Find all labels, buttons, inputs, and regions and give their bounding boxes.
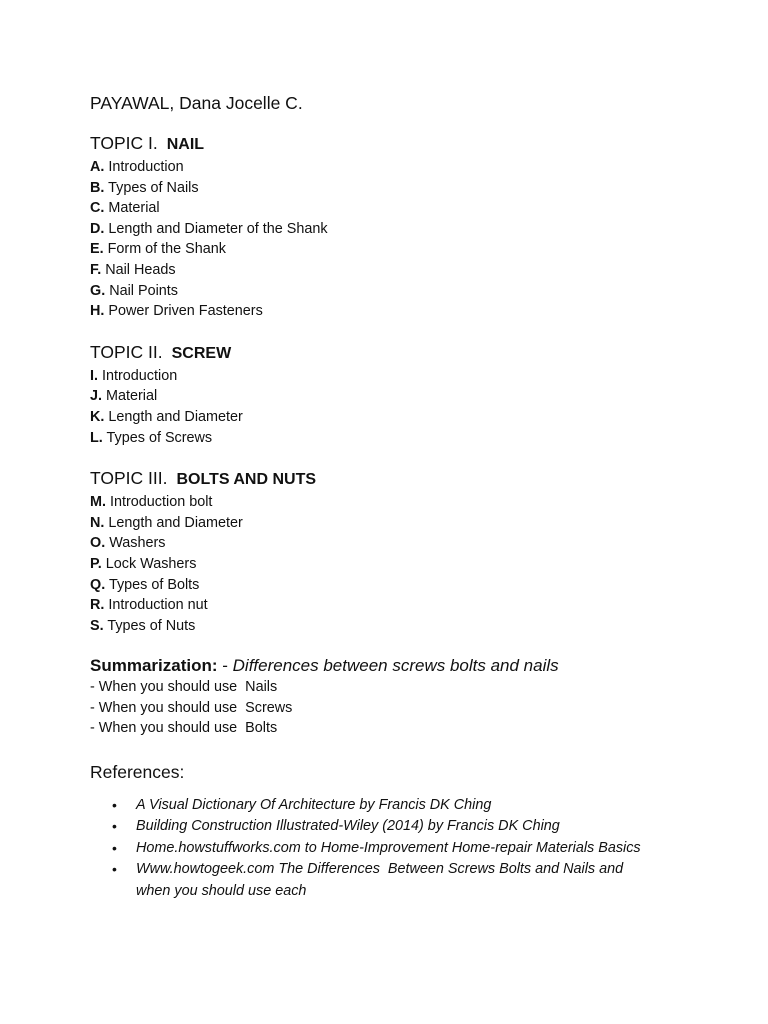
reference-text: Home.howstuffworks.com to Home-Improvement Home-repair Materials Basics xyxy=(136,839,641,856)
references-list xyxy=(90,795,710,902)
item-text: Power Driven Fasteners xyxy=(108,303,263,320)
list-item xyxy=(90,260,710,281)
item-letter: H. xyxy=(90,303,105,320)
list-item: - When you should use Nails xyxy=(90,679,278,696)
reference-item xyxy=(112,838,656,859)
item-letter: K. xyxy=(90,408,105,425)
list-item xyxy=(90,198,710,219)
item-text: Length and Diameter of the Shank xyxy=(108,220,328,237)
item-letter: G. xyxy=(90,282,106,299)
item-text: Lock Washers xyxy=(105,555,197,572)
topic-item-list xyxy=(90,157,710,322)
document-page xyxy=(90,92,710,902)
summarization-label: Summarization: xyxy=(90,656,218,676)
topic-title xyxy=(90,467,710,491)
summarization-list xyxy=(90,677,710,739)
topic-bolts-and-nuts xyxy=(90,467,710,636)
list-item xyxy=(90,157,710,178)
item-letter: B. xyxy=(90,179,105,196)
item-letter: P. xyxy=(90,555,102,572)
summarization-heading xyxy=(90,655,710,677)
list-item xyxy=(90,281,710,302)
item-text: Introduction xyxy=(102,367,178,384)
list-item xyxy=(90,366,710,387)
topic-title xyxy=(90,132,710,156)
item-letter: O. xyxy=(90,535,106,552)
item-text: Nail Heads xyxy=(105,261,176,278)
item-text: Form of the Shank xyxy=(107,241,226,258)
references-heading: References: xyxy=(90,762,185,783)
list-item xyxy=(90,428,710,449)
summarization-section xyxy=(90,655,710,739)
item-text: Types of Bolts xyxy=(108,576,200,593)
topic-name: NAIL xyxy=(166,136,205,153)
list-item xyxy=(90,575,710,596)
topic-prefix: TOPIC II. xyxy=(90,341,163,362)
topic-name: BOLTS AND NUTS xyxy=(176,471,317,489)
item-text: Types of Screws xyxy=(106,429,213,446)
item-letter: N. xyxy=(90,514,105,531)
item-letter: M. xyxy=(90,494,106,511)
item-text: Material xyxy=(106,388,158,405)
item-letter: C. xyxy=(90,200,105,217)
topic-item-list xyxy=(90,492,710,636)
item-letter: A. xyxy=(90,159,105,175)
list-item xyxy=(90,492,710,513)
item-letter: D. xyxy=(90,220,105,237)
reference-item xyxy=(112,795,656,816)
reference-item xyxy=(112,816,656,837)
item-letter: I. xyxy=(90,367,98,384)
item-letter: J. xyxy=(90,388,103,405)
bullet-icon: • xyxy=(112,818,117,835)
reference-text: A Visual Dictionary Of Architecture by Francis DK Ching xyxy=(136,797,492,814)
item-letter: Q. xyxy=(90,576,106,593)
item-text: Introduction nut xyxy=(108,597,208,614)
bullet-icon: • xyxy=(112,861,117,878)
topic-name: SCREW xyxy=(171,344,232,362)
list-item: - When you should use Screws xyxy=(90,699,293,716)
list-item xyxy=(90,407,710,428)
topic-title xyxy=(90,341,710,365)
item-text: Washers xyxy=(109,535,166,552)
summarization-dash: - xyxy=(217,656,233,676)
reference-text: Building Construction Illustrated-Wiley (2014) by Francis DK Ching xyxy=(136,818,560,835)
list-item xyxy=(90,513,710,534)
list-item xyxy=(90,219,710,240)
topic-prefix: TOPIC I. xyxy=(90,133,158,153)
bullet-icon: • xyxy=(112,839,117,856)
item-text: Introduction xyxy=(108,159,184,175)
list-item xyxy=(90,178,710,199)
item-letter: E. xyxy=(90,241,104,258)
item-letter: R. xyxy=(90,597,105,614)
topic-screw xyxy=(90,341,710,448)
list-item xyxy=(90,386,710,407)
topic-prefix: TOPIC III. xyxy=(90,468,168,489)
list-item xyxy=(90,239,710,260)
bullet-icon: • xyxy=(112,797,117,814)
reference-text: Www.howtogeek.com The Differences Between Screws Bolts and Nails and when you should use each xyxy=(136,861,628,899)
item-text: Nail Points xyxy=(109,282,178,299)
list-item xyxy=(90,533,710,554)
reference-item xyxy=(112,859,656,902)
author-name: PAYAWAL, Dana Jocelle C. xyxy=(90,93,303,113)
item-text: Length and Diameter xyxy=(108,408,243,425)
topic-nail xyxy=(90,132,710,322)
item-letter: S. xyxy=(90,617,104,634)
item-text: Material xyxy=(108,200,160,217)
item-text: Types of Nails xyxy=(108,179,199,196)
list-item xyxy=(90,301,710,322)
item-text: Introduction bolt xyxy=(110,494,213,511)
list-item xyxy=(90,595,710,616)
list-item xyxy=(90,616,710,637)
item-letter: F. xyxy=(90,261,102,278)
list-item xyxy=(90,554,710,575)
topic-item-list xyxy=(90,366,710,448)
item-letter: L. xyxy=(90,429,103,446)
item-text: Length and Diameter xyxy=(108,514,243,531)
item-text: Types of Nuts xyxy=(107,617,196,634)
list-item: - When you should use Bolts xyxy=(90,720,278,737)
summarization-subtitle: Differences between screws bolts and nails xyxy=(232,656,559,676)
